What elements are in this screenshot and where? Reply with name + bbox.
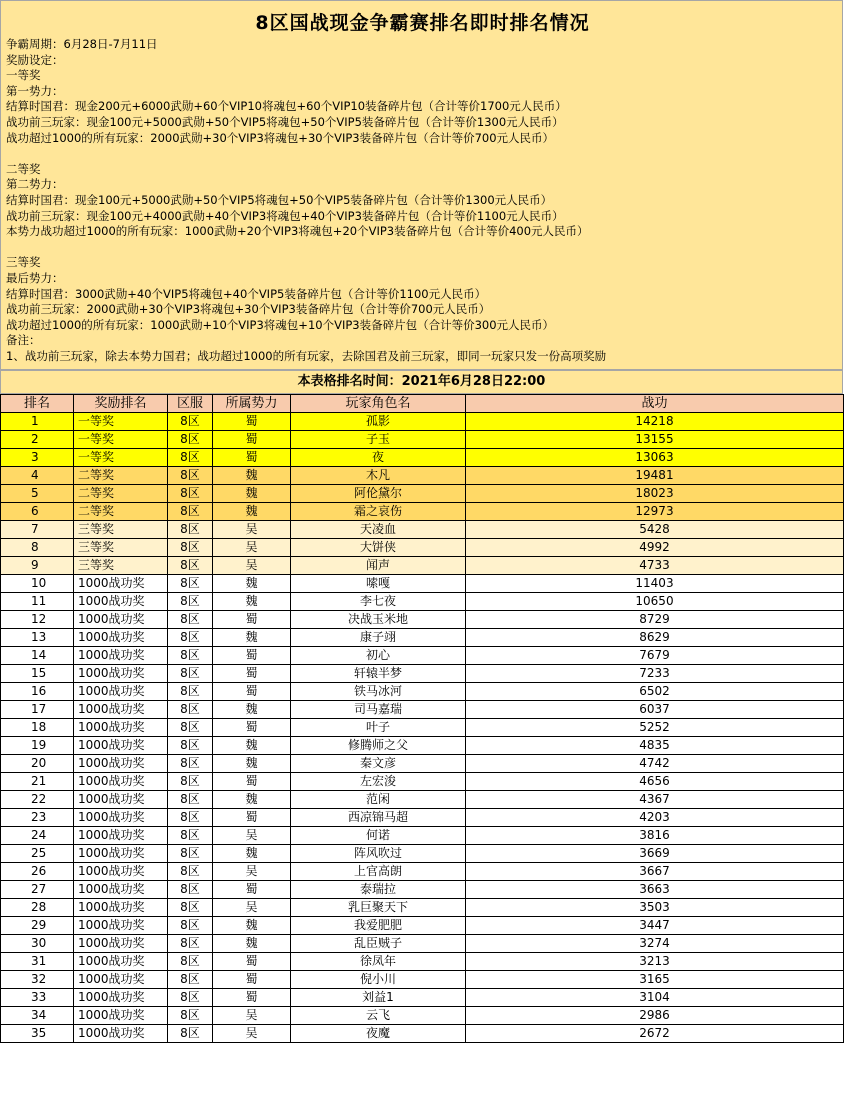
- cell-merit[interactable]: 3816: [466, 827, 844, 845]
- cell-merit[interactable]: 6037: [466, 701, 844, 719]
- cell-player-name[interactable]: 我爱肥肥: [291, 917, 466, 935]
- cell-merit[interactable]: 2986: [466, 1007, 844, 1025]
- cell-player-name[interactable]: 阵风吹过: [291, 845, 466, 863]
- cell-merit[interactable]: 4203: [466, 809, 844, 827]
- table-row: [1, 593, 844, 611]
- cell-merit[interactable]: 3213: [466, 953, 844, 971]
- cell-player-name[interactable]: 刘益1: [291, 989, 466, 1007]
- cell-faction[interactable]: 吴: [213, 521, 291, 539]
- cell-merit[interactable]: 4742: [466, 755, 844, 773]
- cell-award[interactable]: 一等奖: [74, 449, 168, 467]
- cell-award[interactable]: 1000战功奖: [74, 575, 168, 593]
- cell-award[interactable]: 1000战功奖: [74, 629, 168, 647]
- table-row: [1, 665, 844, 683]
- cell-rank[interactable]: 29: [1, 917, 74, 935]
- cell-server[interactable]: 8区: [168, 899, 213, 917]
- cell-rank[interactable]: 27: [1, 881, 74, 899]
- notice-line: 奖励设定：: [6, 52, 64, 67]
- cell-server[interactable]: 8区: [168, 737, 213, 755]
- table-row: [1, 791, 844, 809]
- cell-player-name[interactable]: 云飞: [291, 1007, 466, 1025]
- notice-lines: [6, 37, 838, 364]
- header-server[interactable]: 区服: [168, 395, 213, 413]
- table-row: [1, 773, 844, 791]
- notice-line: 第二势力：: [6, 177, 64, 192]
- cell-faction[interactable]: 魏: [213, 593, 291, 611]
- cell-rank[interactable]: 2: [1, 431, 74, 449]
- cell-award[interactable]: 二等奖: [74, 503, 168, 521]
- cell-player-name[interactable]: 修腾师之父: [291, 737, 466, 755]
- cell-award[interactable]: 1000战功奖: [74, 953, 168, 971]
- cell-server[interactable]: 8区: [168, 647, 213, 665]
- header-player-name[interactable]: 玩家角色名: [291, 395, 466, 413]
- cell-server[interactable]: 8区: [168, 881, 213, 899]
- cell-player-name[interactable]: 乳巨聚天下: [291, 899, 466, 917]
- cell-merit[interactable]: 14218: [466, 413, 844, 431]
- cell-player-name[interactable]: 大饼侠: [291, 539, 466, 557]
- notice-line: 三等奖: [6, 255, 41, 270]
- cell-player-name[interactable]: 乱臣贼子: [291, 935, 466, 953]
- cell-rank[interactable]: 20: [1, 755, 74, 773]
- cell-player-name[interactable]: 天凌血: [291, 521, 466, 539]
- table-row: [1, 863, 844, 881]
- cell-award[interactable]: 一等奖: [74, 431, 168, 449]
- cell-faction[interactable]: 吴: [213, 827, 291, 845]
- cell-merit[interactable]: 5252: [466, 719, 844, 737]
- cell-player-name[interactable]: 夜魔: [291, 1025, 466, 1043]
- cell-rank[interactable]: 19: [1, 737, 74, 755]
- cell-player-name[interactable]: 范闲: [291, 791, 466, 809]
- cell-faction[interactable]: 魏: [213, 917, 291, 935]
- cell-award[interactable]: 1000战功奖: [74, 899, 168, 917]
- cell-award[interactable]: 1000战功奖: [74, 1007, 168, 1025]
- cell-award[interactable]: 三等奖: [74, 539, 168, 557]
- cell-rank[interactable]: 10: [1, 575, 74, 593]
- cell-faction[interactable]: 吴: [213, 899, 291, 917]
- cell-rank[interactable]: 16: [1, 683, 74, 701]
- cell-player-name[interactable]: 泰瑞拉: [291, 881, 466, 899]
- cell-rank[interactable]: 15: [1, 665, 74, 683]
- cell-award[interactable]: 1000战功奖: [74, 971, 168, 989]
- cell-award[interactable]: 1000战功奖: [74, 791, 168, 809]
- cell-player-name[interactable]: 康子翊: [291, 629, 466, 647]
- cell-player-name[interactable]: 徐凤年: [291, 953, 466, 971]
- cell-server[interactable]: 8区: [168, 539, 213, 557]
- cell-merit[interactable]: 4835: [466, 737, 844, 755]
- cell-merit[interactable]: 3447: [466, 917, 844, 935]
- cell-award[interactable]: 三等奖: [74, 521, 168, 539]
- cell-faction[interactable]: 蜀: [213, 647, 291, 665]
- cell-award[interactable]: 1000战功奖: [74, 827, 168, 845]
- cell-award[interactable]: 1000战功奖: [74, 647, 168, 665]
- cell-rank[interactable]: 6: [1, 503, 74, 521]
- table-row: [1, 737, 844, 755]
- cell-merit[interactable]: 13063: [466, 449, 844, 467]
- cell-player-name[interactable]: 决战玉米地: [291, 611, 466, 629]
- notice-line: 二等奖: [6, 161, 41, 176]
- cell-merit[interactable]: 19481: [466, 467, 844, 485]
- cell-merit[interactable]: 7233: [466, 665, 844, 683]
- notice-line: 结算时国君：3000武勋+40个VIP5将魂包+40个VIP5装备碎片包（合计等价1100元人民币）: [6, 286, 487, 301]
- cell-faction[interactable]: 蜀: [213, 665, 291, 683]
- cell-player-name[interactable]: 何诺: [291, 827, 466, 845]
- cell-player-name[interactable]: 闻声: [291, 557, 466, 575]
- cell-merit[interactable]: 5428: [466, 521, 844, 539]
- cell-rank[interactable]: 21: [1, 773, 74, 791]
- cell-faction[interactable]: 吴: [213, 539, 291, 557]
- cell-award[interactable]: 1000战功奖: [74, 809, 168, 827]
- cell-server[interactable]: 8区: [168, 575, 213, 593]
- cell-faction[interactable]: 蜀: [213, 719, 291, 737]
- cell-faction[interactable]: 魏: [213, 737, 291, 755]
- cell-server[interactable]: 8区: [168, 485, 213, 503]
- cell-server[interactable]: 8区: [168, 1007, 213, 1025]
- cell-player-name[interactable]: 孤影: [291, 413, 466, 431]
- cell-rank[interactable]: 26: [1, 863, 74, 881]
- cell-server[interactable]: 8区: [168, 863, 213, 881]
- notice-block: [0, 0, 843, 370]
- cell-merit[interactable]: 3274: [466, 935, 844, 953]
- notice-line: 第一势力：: [6, 83, 64, 98]
- cell-merit[interactable]: 2672: [466, 1025, 844, 1043]
- notice-line: 一等奖: [6, 68, 41, 83]
- cell-award[interactable]: 二等奖: [74, 485, 168, 503]
- cell-server[interactable]: 8区: [168, 1025, 213, 1043]
- header-rank[interactable]: 排名: [1, 395, 74, 413]
- table-row: [1, 647, 844, 665]
- cell-rank[interactable]: 8: [1, 539, 74, 557]
- cell-player-name[interactable]: 李七夜: [291, 593, 466, 611]
- notice-line: [6, 240, 838, 256]
- cell-rank[interactable]: 24: [1, 827, 74, 845]
- table-row: [1, 899, 844, 917]
- cell-faction[interactable]: 蜀: [213, 611, 291, 629]
- notice-line: 战功前三玩家：现金100元+5000武勋+50个VIP5将魂包+50个VIP5装备碎片包（合计等价1300元人民币）: [6, 114, 564, 129]
- cell-faction[interactable]: 吴: [213, 863, 291, 881]
- cell-award[interactable]: 1000战功奖: [74, 989, 168, 1007]
- cell-faction[interactable]: 魏: [213, 629, 291, 647]
- cell-server[interactable]: 8区: [168, 701, 213, 719]
- table-row: [1, 503, 844, 521]
- cell-player-name[interactable]: 轩辕半梦: [291, 665, 466, 683]
- cell-server[interactable]: 8区: [168, 665, 213, 683]
- cell-faction[interactable]: 蜀: [213, 881, 291, 899]
- cell-merit[interactable]: 3104: [466, 989, 844, 1007]
- cell-award[interactable]: 1000战功奖: [74, 683, 168, 701]
- notice-line: 结算时国君：现金100元+5000武勋+50个VIP5将魂包+50个VIP5装备碎片包（合计等价1300元人民币）: [6, 192, 553, 207]
- cell-merit[interactable]: 3669: [466, 845, 844, 863]
- cell-merit[interactable]: 4733: [466, 557, 844, 575]
- cell-server[interactable]: 8区: [168, 773, 213, 791]
- table-row: [1, 881, 844, 899]
- notice-line: 1、战功前三玩家，除去本势力国君；战功超过1000的所有玩家，去除国君及前三玩家，即同一玩家只发一份高项奖励: [6, 348, 607, 363]
- cell-merit[interactable]: 12973: [466, 503, 844, 521]
- cell-merit[interactable]: 4367: [466, 791, 844, 809]
- header-award[interactable]: 奖励排名: [74, 395, 168, 413]
- cell-server[interactable]: 8区: [168, 917, 213, 935]
- notice-line: 本势力战功超过1000的所有玩家：1000武勋+20个VIP3将魂包+20个VIP3装备碎片包（合计等价400元人民币）: [6, 224, 589, 239]
- table-row: [1, 611, 844, 629]
- notice-line: 战功超过1000的所有玩家：2000武勋+30个VIP3将魂包+30个VIP3装备碎片包（合计等价700元人民币）: [6, 130, 555, 145]
- cell-faction[interactable]: 吴: [213, 1025, 291, 1043]
- cell-merit[interactable]: 7679: [466, 647, 844, 665]
- cell-merit[interactable]: 3165: [466, 971, 844, 989]
- table-row: [1, 521, 844, 539]
- table-row: [1, 701, 844, 719]
- cell-faction[interactable]: 魏: [213, 755, 291, 773]
- cell-award[interactable]: 1000战功奖: [74, 611, 168, 629]
- notice-line: 战功前三玩家：2000武勋+30个VIP3将魂包+30个VIP3装备碎片包（合计等价700元人民币）: [6, 302, 491, 317]
- cell-server[interactable]: 8区: [168, 719, 213, 737]
- cell-server[interactable]: 8区: [168, 791, 213, 809]
- cell-rank[interactable]: 12: [1, 611, 74, 629]
- cell-award[interactable]: 1000战功奖: [74, 719, 168, 737]
- table-body: [1, 413, 844, 1043]
- cell-server[interactable]: 8区: [168, 683, 213, 701]
- cell-faction[interactable]: 魏: [213, 485, 291, 503]
- cell-server[interactable]: 8区: [168, 521, 213, 539]
- cell-player-name[interactable]: 夜: [291, 449, 466, 467]
- cell-player-name[interactable]: 嗦嘎: [291, 575, 466, 593]
- table-row: [1, 845, 844, 863]
- cell-faction[interactable]: 蜀: [213, 773, 291, 791]
- cell-player-name[interactable]: 司马嘉瑞: [291, 701, 466, 719]
- table-row: [1, 467, 844, 485]
- cell-player-name[interactable]: 铁马冰河: [291, 683, 466, 701]
- cell-player-name[interactable]: 上官高朗: [291, 863, 466, 881]
- cell-faction[interactable]: 蜀: [213, 989, 291, 1007]
- cell-faction[interactable]: 蜀: [213, 431, 291, 449]
- cell-server[interactable]: 8区: [168, 431, 213, 449]
- table-row: [1, 629, 844, 647]
- table-row: [1, 431, 844, 449]
- table-row: [1, 539, 844, 557]
- cell-server[interactable]: 8区: [168, 611, 213, 629]
- cell-server[interactable]: 8区: [168, 971, 213, 989]
- header-faction[interactable]: 所属势力: [213, 395, 291, 413]
- cell-merit[interactable]: 3667: [466, 863, 844, 881]
- table-row: [1, 953, 844, 971]
- cell-player-name[interactable]: 初心: [291, 647, 466, 665]
- cell-merit[interactable]: 18023: [466, 485, 844, 503]
- table-row: [1, 755, 844, 773]
- cell-rank[interactable]: 22: [1, 791, 74, 809]
- cell-merit[interactable]: 11403: [466, 575, 844, 593]
- cell-server[interactable]: 8区: [168, 557, 213, 575]
- cell-merit[interactable]: 4992: [466, 539, 844, 557]
- cell-player-name[interactable]: 左宏浚: [291, 773, 466, 791]
- cell-merit[interactable]: 8629: [466, 629, 844, 647]
- cell-rank[interactable]: 7: [1, 521, 74, 539]
- table-row: [1, 557, 844, 575]
- notice-line: 战功前三玩家：现金100元+4000武勋+40个VIP3将魂包+40个VIP3装备碎片包（合计等价1100元人民币）: [6, 208, 564, 223]
- table-row: [1, 989, 844, 1007]
- cell-faction[interactable]: 蜀: [213, 683, 291, 701]
- cell-award[interactable]: 1000战功奖: [74, 593, 168, 611]
- cell-player-name[interactable]: 秦文彦: [291, 755, 466, 773]
- cell-server[interactable]: 8区: [168, 629, 213, 647]
- table-row: [1, 1007, 844, 1025]
- cell-player-name[interactable]: 西凉锦马超: [291, 809, 466, 827]
- cell-server[interactable]: 8区: [168, 827, 213, 845]
- table-row: [1, 413, 844, 431]
- cell-server[interactable]: 8区: [168, 449, 213, 467]
- cell-server[interactable]: 8区: [168, 755, 213, 773]
- cell-player-name[interactable]: 叶子: [291, 719, 466, 737]
- notice-line: [6, 146, 838, 162]
- cell-server[interactable]: 8区: [168, 809, 213, 827]
- table-row: [1, 1025, 844, 1043]
- cell-server[interactable]: 8区: [168, 593, 213, 611]
- cell-award[interactable]: 二等奖: [74, 467, 168, 485]
- cell-award[interactable]: 三等奖: [74, 557, 168, 575]
- page-title: 8区国战现金争霸赛排名即时排名情况: [255, 12, 590, 34]
- cell-award[interactable]: 1000战功奖: [74, 701, 168, 719]
- cell-rank[interactable]: 5: [1, 485, 74, 503]
- cell-faction[interactable]: 魏: [213, 701, 291, 719]
- cell-faction[interactable]: 魏: [213, 791, 291, 809]
- cell-rank[interactable]: 30: [1, 935, 74, 953]
- cell-rank[interactable]: 17: [1, 701, 74, 719]
- cell-merit[interactable]: 10650: [466, 593, 844, 611]
- table-row: [1, 917, 844, 935]
- cell-rank[interactable]: 11: [1, 593, 74, 611]
- cell-merit[interactable]: 3503: [466, 899, 844, 917]
- cell-faction[interactable]: 吴: [213, 557, 291, 575]
- cell-award[interactable]: 1000战功奖: [74, 1025, 168, 1043]
- cell-rank[interactable]: 9: [1, 557, 74, 575]
- cell-server[interactable]: 8区: [168, 503, 213, 521]
- cell-merit[interactable]: 4656: [466, 773, 844, 791]
- table-header-row: [1, 395, 844, 413]
- cell-rank[interactable]: 32: [1, 971, 74, 989]
- cell-faction[interactable]: 魏: [213, 845, 291, 863]
- table-row: [1, 683, 844, 701]
- cell-player-name[interactable]: 阿伦黛尔: [291, 485, 466, 503]
- notice-line: 结算时国君：现金200元+6000武勋+60个VIP10将魂包+60个VIP10装备碎片包（合计等价1700元人民币）: [6, 99, 567, 114]
- cell-player-name[interactable]: 倪小川: [291, 971, 466, 989]
- cell-award[interactable]: 1000战功奖: [74, 863, 168, 881]
- cell-rank[interactable]: 18: [1, 719, 74, 737]
- cell-faction[interactable]: 魏: [213, 503, 291, 521]
- cell-server[interactable]: 8区: [168, 935, 213, 953]
- table-row: [1, 719, 844, 737]
- cell-award[interactable]: 1000战功奖: [74, 665, 168, 683]
- cell-rank[interactable]: 14: [1, 647, 74, 665]
- table-row: [1, 485, 844, 503]
- cell-rank[interactable]: 23: [1, 809, 74, 827]
- table-row: [1, 827, 844, 845]
- cell-faction[interactable]: 蜀: [213, 413, 291, 431]
- cell-merit[interactable]: 8729: [466, 611, 844, 629]
- notice-line: 最后势力：: [6, 270, 64, 285]
- cell-award[interactable]: 1000战功奖: [74, 935, 168, 953]
- cell-player-name[interactable]: 木凡: [291, 467, 466, 485]
- cell-faction[interactable]: 吴: [213, 1007, 291, 1025]
- table-row: [1, 575, 844, 593]
- cell-faction[interactable]: 魏: [213, 935, 291, 953]
- table-row: [1, 449, 844, 467]
- cell-player-name[interactable]: 子玉: [291, 431, 466, 449]
- ranking-time-banner: 本表格排名时间：2021年6月28日22:00: [0, 370, 843, 394]
- cell-player-name[interactable]: 霜之哀伤: [291, 503, 466, 521]
- cell-server[interactable]: 8区: [168, 989, 213, 1007]
- cell-rank[interactable]: 1: [1, 413, 74, 431]
- cell-merit[interactable]: 3663: [466, 881, 844, 899]
- table-row: [1, 971, 844, 989]
- cell-faction[interactable]: 蜀: [213, 971, 291, 989]
- table-row: [1, 935, 844, 953]
- cell-rank[interactable]: 35: [1, 1025, 74, 1043]
- cell-award[interactable]: 1000战功奖: [74, 773, 168, 791]
- cell-rank[interactable]: 33: [1, 989, 74, 1007]
- cell-faction[interactable]: 魏: [213, 575, 291, 593]
- notice-line: 争霸周期：6月28日-7月11日: [6, 37, 158, 51]
- cell-rank[interactable]: 3: [1, 449, 74, 467]
- cell-rank[interactable]: 31: [1, 953, 74, 971]
- cell-rank[interactable]: 13: [1, 629, 74, 647]
- cell-server[interactable]: 8区: [168, 413, 213, 431]
- cell-award[interactable]: 1000战功奖: [74, 881, 168, 899]
- cell-rank[interactable]: 4: [1, 467, 74, 485]
- cell-faction[interactable]: 蜀: [213, 953, 291, 971]
- cell-server[interactable]: 8区: [168, 467, 213, 485]
- cell-server[interactable]: 8区: [168, 953, 213, 971]
- cell-award[interactable]: 一等奖: [74, 413, 168, 431]
- ranking-table: [0, 394, 844, 1043]
- cell-award[interactable]: 1000战功奖: [74, 737, 168, 755]
- cell-faction[interactable]: 蜀: [213, 809, 291, 827]
- cell-faction[interactable]: 蜀: [213, 449, 291, 467]
- cell-rank[interactable]: 28: [1, 899, 74, 917]
- cell-award[interactable]: 1000战功奖: [74, 917, 168, 935]
- header-merit[interactable]: 战功: [466, 395, 844, 413]
- cell-faction[interactable]: 魏: [213, 467, 291, 485]
- cell-rank[interactable]: 34: [1, 1007, 74, 1025]
- cell-award[interactable]: 1000战功奖: [74, 755, 168, 773]
- notice-line: 战功超过1000的所有玩家：1000武勋+10个VIP3将魂包+10个VIP3装备碎片包（合计等价300元人民币）: [6, 317, 555, 332]
- cell-rank[interactable]: 25: [1, 845, 74, 863]
- cell-merit[interactable]: 13155: [466, 431, 844, 449]
- cell-merit[interactable]: 6502: [466, 683, 844, 701]
- cell-server[interactable]: 8区: [168, 845, 213, 863]
- table-row: [1, 809, 844, 827]
- cell-award[interactable]: 1000战功奖: [74, 845, 168, 863]
- notice-line: 备注：: [6, 333, 41, 348]
